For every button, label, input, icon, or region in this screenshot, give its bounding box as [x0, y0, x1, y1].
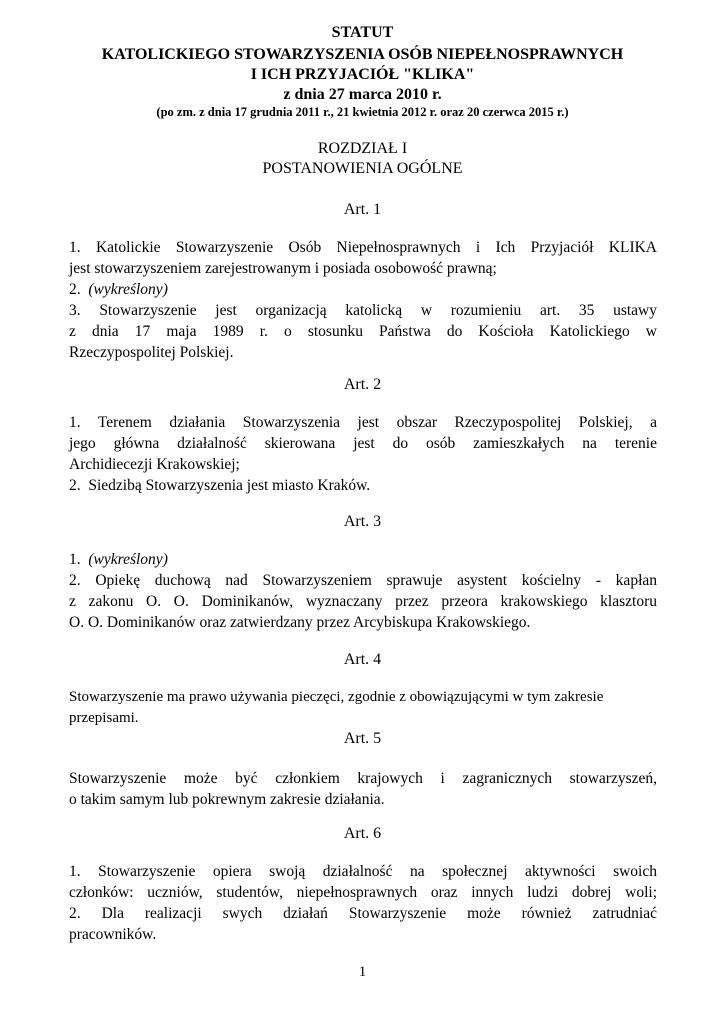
article-3-item-1 — [69, 549, 657, 570]
article-2-body — [69, 412, 657, 496]
chapter-title: POSTANOWIENIA OGÓLNE — [262, 160, 463, 177]
item-struck-note: (wykreślony) — [88, 551, 168, 568]
article-1-line: Rzeczypospolitej Polskiej. — [69, 344, 234, 361]
document-title: STATUT — [331, 24, 394, 41]
article-1-line: jest stowarzyszeniem zarejestrowanym i posiada osobowość prawną; — [69, 260, 497, 277]
item-struck-note: (wykreślony) — [88, 281, 168, 298]
article-5-line: Stowarzyszenie może być członkiem krajowych i zagranicznych stowarzyszeń, — [69, 770, 657, 787]
article-6-line: 1. Stowarzyszenie opiera swoją działalność na społecznej aktywności swoich — [69, 863, 657, 880]
statute-date: z dnia 27 marca 2010 r. — [283, 86, 442, 103]
page-number: 1 — [358, 964, 367, 980]
article-4-heading: Art. 4 — [343, 651, 382, 668]
article-5-body — [69, 768, 657, 810]
article-1-line: 1. Katolickie Stowarzyszenie Osób Niepełnosprawnych i Ich Przyjaciół KLIKA — [69, 239, 657, 256]
article-6-body — [69, 861, 657, 945]
article-6-line: pracowników. — [69, 926, 157, 943]
article-2-line: Archidiecezji Krakowskiej; — [69, 456, 240, 473]
article-3-heading: Art. 3 — [343, 513, 382, 530]
article-1-line: 3. Stowarzyszenie jest organizacją katolicką w rozumieniu art. 35 ustawy — [69, 302, 657, 319]
organization-name-line2: I ICH PRZYJACIÓŁ "KLIKA" — [250, 66, 475, 83]
article-1-heading: Art. 1 — [343, 201, 382, 218]
article-4-line: przepisami. — [69, 710, 139, 726]
article-2-line: 2. Siedzibą Stowarzyszenia jest miasto Kraków. — [69, 477, 371, 494]
item-number: 1. — [69, 551, 81, 568]
article-1-body — [69, 237, 657, 363]
article-3-body — [69, 549, 657, 633]
article-6-line: członków: uczniów, studentów, niepełnosprawnych oraz innych ludzi dobrej woli; — [69, 884, 657, 901]
article-2-line: jego główna działalność skierowana jest do osób zamieszkałych na terenie — [69, 435, 657, 452]
article-2-line: 1. Terenem działania Stowarzyszenia jest obszar Rzeczypospolitej Polskiej, a — [69, 414, 657, 431]
article-2-heading: Art. 2 — [343, 376, 382, 393]
article-1-line: z dnia 17 maja 1989 r. o stosunku Państwa do Kościoła Katolickiego w — [69, 323, 657, 340]
article-6-line: 2. Dla realizacji swych działań Stowarzyszenie może również zatrudniać — [69, 905, 657, 922]
article-6-heading: Art. 6 — [343, 825, 382, 842]
amendments-note: (po zm. z dnia 17 grudnia 2011 r., 21 kwietnia 2012 r. oraz 20 czerwca 2015 r.) — [156, 105, 569, 119]
article-4-body — [69, 687, 657, 729]
item-number: 2. — [69, 281, 81, 298]
article-4-line: Stowarzyszenie ma prawo używania pieczęci, zgodnie z obowiązującymi w tym zakresie — [69, 689, 604, 705]
article-3-line: O. O. Dominikanów oraz zatwierdzany przez Arcybiskupa Krakowskiego. — [69, 614, 531, 631]
article-5-line: o takim samym lub pokrewnym zakresie działania. — [69, 791, 385, 808]
article-3-line: z zakonu O. O. Dominikanów, wyznaczany przez przeora krakowskiego klasztoru — [69, 593, 657, 610]
article-5-heading: Art. 5 — [343, 730, 382, 747]
organization-name-line1: KATOLICKIEGO STOWARZYSZENIA OSÓB NIEPEŁNOSPRAWNYCH — [101, 46, 624, 63]
article-1-item-2 — [69, 279, 657, 300]
article-3-line: 2. Opiekę duchową nad Stowarzyszeniem sprawuje asystent kościelny - kapłan — [69, 572, 657, 589]
chapter-number: ROZDZIAŁ I — [317, 140, 408, 157]
